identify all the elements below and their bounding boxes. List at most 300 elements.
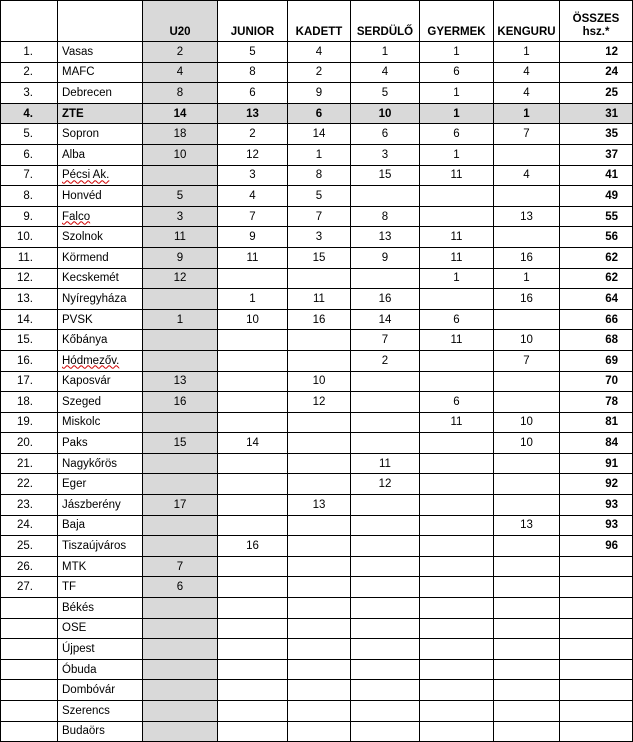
cell-gyermek: 1 xyxy=(420,268,494,289)
header-rank xyxy=(1,1,58,42)
cell-junior: 7 xyxy=(218,206,288,227)
table-row xyxy=(1,227,633,248)
cell-u20: 5 xyxy=(143,186,218,207)
table-row xyxy=(1,433,633,454)
cell-u20 xyxy=(143,639,218,660)
cell-team: Szerencs xyxy=(58,701,143,722)
table-row xyxy=(1,598,633,619)
cell-gyermek: 11 xyxy=(420,227,494,248)
cell-kenguru xyxy=(494,536,560,557)
cell-u20: 9 xyxy=(143,247,218,268)
cell-team: MTK xyxy=(58,556,143,577)
header-row xyxy=(1,1,633,42)
cell-rank: 27. xyxy=(1,577,58,598)
cell-kenguru: 7 xyxy=(494,350,560,371)
cell-kenguru: 13 xyxy=(494,206,560,227)
cell-u20: 13 xyxy=(143,371,218,392)
cell-kenguru: 10 xyxy=(494,412,560,433)
table-row xyxy=(1,515,633,536)
cell-kadett: 5 xyxy=(288,186,351,207)
cell-kadett: 2 xyxy=(288,62,351,83)
cell-junior: 13 xyxy=(218,103,288,124)
cell-team: Kecskemét xyxy=(58,268,143,289)
cell-kenguru xyxy=(494,144,560,165)
cell-u20 xyxy=(143,474,218,495)
team-name: Falco xyxy=(62,210,91,223)
table-row xyxy=(1,536,633,557)
cell-u20 xyxy=(143,598,218,619)
cell-gyermek xyxy=(420,618,494,639)
cell-u20: 16 xyxy=(143,392,218,413)
cell-junior xyxy=(218,701,288,722)
header-total-line1: ÖSSZES xyxy=(572,13,620,25)
cell-kenguru: 7 xyxy=(494,124,560,145)
cell-kenguru xyxy=(494,392,560,413)
cell-rank: 16. xyxy=(1,350,58,371)
cell-u20: 18 xyxy=(143,124,218,145)
cell-rank: 1. xyxy=(1,42,58,63)
cell-team: Sopron xyxy=(58,124,143,145)
table-row xyxy=(1,144,633,165)
cell-junior xyxy=(218,330,288,351)
cell-junior: 10 xyxy=(218,309,288,330)
cell-rank: 9. xyxy=(1,206,58,227)
cell-rank: 24. xyxy=(1,515,58,536)
cell-rank xyxy=(1,701,58,722)
cell-rank: 7. xyxy=(1,165,58,186)
header-gyermek: GYERMEK xyxy=(420,1,494,42)
cell-kenguru: 4 xyxy=(494,62,560,83)
cell-total xyxy=(560,598,633,619)
cell-kenguru xyxy=(494,618,560,639)
cell-serdulo: 7 xyxy=(351,330,420,351)
cell-serdulo: 12 xyxy=(351,474,420,495)
table-row xyxy=(1,577,633,598)
cell-u20 xyxy=(143,289,218,310)
cell-junior xyxy=(218,453,288,474)
cell-team: Kőbánya xyxy=(58,330,143,351)
cell-kadett: 6 xyxy=(288,103,351,124)
cell-kenguru xyxy=(494,227,560,248)
cell-serdulo: 6 xyxy=(351,124,420,145)
cell-total: 93 xyxy=(560,515,633,536)
table-row xyxy=(1,289,633,310)
cell-rank: 25. xyxy=(1,536,58,557)
cell-junior xyxy=(218,639,288,660)
cell-kadett xyxy=(288,680,351,701)
table-row xyxy=(1,639,633,660)
cell-kenguru: 1 xyxy=(494,268,560,289)
cell-junior xyxy=(218,350,288,371)
table-row xyxy=(1,474,633,495)
cell-serdulo xyxy=(351,536,420,557)
cell-serdulo xyxy=(351,598,420,619)
table-row xyxy=(1,247,633,268)
cell-total: 31 xyxy=(560,103,633,124)
cell-rank: 12. xyxy=(1,268,58,289)
cell-gyermek: 11 xyxy=(420,247,494,268)
cell-junior: 6 xyxy=(218,83,288,104)
table-row xyxy=(1,392,633,413)
cell-serdulo: 16 xyxy=(351,289,420,310)
cell-team: Szolnok xyxy=(58,227,143,248)
cell-total xyxy=(560,659,633,680)
cell-kadett xyxy=(288,268,351,289)
cell-gyermek: 1 xyxy=(420,144,494,165)
cell-kadett: 10 xyxy=(288,371,351,392)
table-row xyxy=(1,412,633,433)
cell-team: Jászberény xyxy=(58,495,143,516)
cell-kenguru: 4 xyxy=(494,83,560,104)
cell-kenguru xyxy=(494,309,560,330)
cell-u20 xyxy=(143,165,218,186)
cell-kadett xyxy=(288,536,351,557)
cell-kadett xyxy=(288,350,351,371)
cell-kadett xyxy=(288,515,351,536)
header-junior: JUNIOR xyxy=(218,1,288,42)
table-row xyxy=(1,618,633,639)
team-name: Hódmezőv. xyxy=(62,354,120,367)
cell-kadett: 7 xyxy=(288,206,351,227)
cell-gyermek: 1 xyxy=(420,103,494,124)
cell-kadett xyxy=(288,474,351,495)
cell-kadett xyxy=(288,721,351,742)
cell-rank xyxy=(1,680,58,701)
cell-junior: 3 xyxy=(218,165,288,186)
cell-kenguru xyxy=(494,680,560,701)
cell-total: 24 xyxy=(560,62,633,83)
cell-total: 78 xyxy=(560,392,633,413)
table-row xyxy=(1,83,633,104)
cell-gyermek xyxy=(420,289,494,310)
cell-team: Miskolc xyxy=(58,412,143,433)
cell-kadett xyxy=(288,453,351,474)
cell-total xyxy=(560,577,633,598)
cell-kenguru xyxy=(494,598,560,619)
cell-gyermek: 1 xyxy=(420,83,494,104)
cell-serdulo xyxy=(351,680,420,701)
cell-u20 xyxy=(143,659,218,680)
cell-serdulo xyxy=(351,721,420,742)
cell-rank xyxy=(1,721,58,742)
cell-team: Eger xyxy=(58,474,143,495)
cell-team: Vasas xyxy=(58,42,143,63)
cell-junior xyxy=(218,371,288,392)
cell-gyermek: 6 xyxy=(420,62,494,83)
cell-kenguru: 4 xyxy=(494,165,560,186)
cell-total: 55 xyxy=(560,206,633,227)
cell-gyermek: 6 xyxy=(420,124,494,145)
cell-rank: 22. xyxy=(1,474,58,495)
cell-serdulo xyxy=(351,268,420,289)
cell-serdulo: 11 xyxy=(351,453,420,474)
cell-serdulo: 8 xyxy=(351,206,420,227)
cell-serdulo xyxy=(351,495,420,516)
cell-junior xyxy=(218,268,288,289)
cell-u20: 12 xyxy=(143,268,218,289)
table-row xyxy=(1,206,633,227)
table-row xyxy=(1,659,633,680)
cell-kadett xyxy=(288,659,351,680)
cell-kadett: 9 xyxy=(288,83,351,104)
cell-total: 64 xyxy=(560,289,633,310)
cell-rank: 26. xyxy=(1,556,58,577)
cell-serdulo: 14 xyxy=(351,309,420,330)
cell-serdulo xyxy=(351,618,420,639)
cell-serdulo xyxy=(351,577,420,598)
cell-junior xyxy=(218,474,288,495)
cell-serdulo: 13 xyxy=(351,227,420,248)
cell-kadett xyxy=(288,412,351,433)
cell-u20: 7 xyxy=(143,556,218,577)
table-row xyxy=(1,453,633,474)
cell-junior xyxy=(218,515,288,536)
cell-kenguru xyxy=(494,701,560,722)
team-name: Pécsi Ak. xyxy=(62,169,110,182)
cell-junior xyxy=(218,598,288,619)
cell-kadett: 1 xyxy=(288,144,351,165)
cell-total xyxy=(560,701,633,722)
cell-kadett: 8 xyxy=(288,165,351,186)
cell-u20 xyxy=(143,350,218,371)
cell-team: Nagykőrös xyxy=(58,453,143,474)
cell-gyermek xyxy=(420,659,494,680)
cell-u20: 6 xyxy=(143,577,218,598)
cell-kadett: 4 xyxy=(288,42,351,63)
table-row xyxy=(1,186,633,207)
cell-kenguru xyxy=(494,453,560,474)
table-body xyxy=(1,42,633,742)
cell-u20: 10 xyxy=(143,144,218,165)
cell-total: 25 xyxy=(560,83,633,104)
table-row xyxy=(1,371,633,392)
cell-kadett: 14 xyxy=(288,124,351,145)
cell-rank: 23. xyxy=(1,495,58,516)
header-u20: U20 xyxy=(143,1,218,42)
cell-serdulo: 4 xyxy=(351,62,420,83)
cell-kenguru: 16 xyxy=(494,289,560,310)
cell-u20: 4 xyxy=(143,62,218,83)
cell-kenguru xyxy=(494,577,560,598)
cell-kadett: 16 xyxy=(288,309,351,330)
cell-team: Alba xyxy=(58,144,143,165)
cell-serdulo xyxy=(351,515,420,536)
cell-rank: 21. xyxy=(1,453,58,474)
cell-team: Honvéd xyxy=(58,186,143,207)
cell-serdulo xyxy=(351,659,420,680)
cell-serdulo: 9 xyxy=(351,247,420,268)
table-row xyxy=(1,42,633,63)
cell-total xyxy=(560,556,633,577)
cell-kenguru: 10 xyxy=(494,433,560,454)
cell-rank: 13. xyxy=(1,289,58,310)
cell-team: TF xyxy=(58,577,143,598)
cell-team: Szeged xyxy=(58,392,143,413)
cell-total: 35 xyxy=(560,124,633,145)
cell-team: Kaposvár xyxy=(58,371,143,392)
cell-junior xyxy=(218,495,288,516)
cell-team: Dombóvár xyxy=(58,680,143,701)
cell-team xyxy=(58,165,143,186)
table-row xyxy=(1,495,633,516)
cell-total xyxy=(560,680,633,701)
cell-total: 84 xyxy=(560,433,633,454)
cell-total: 62 xyxy=(560,268,633,289)
cell-u20: 14 xyxy=(143,103,218,124)
cell-kadett: 13 xyxy=(288,495,351,516)
cell-total xyxy=(560,721,633,742)
cell-total: 49 xyxy=(560,186,633,207)
cell-kenguru: 13 xyxy=(494,515,560,536)
cell-serdulo: 3 xyxy=(351,144,420,165)
cell-gyermek xyxy=(420,639,494,660)
cell-team: Békés xyxy=(58,598,143,619)
cell-total: 41 xyxy=(560,165,633,186)
cell-u20 xyxy=(143,701,218,722)
cell-rank xyxy=(1,639,58,660)
cell-team: Debrecen xyxy=(58,83,143,104)
cell-rank: 14. xyxy=(1,309,58,330)
cell-kenguru xyxy=(494,639,560,660)
cell-junior xyxy=(218,556,288,577)
header-team xyxy=(58,1,143,42)
cell-junior xyxy=(218,721,288,742)
cell-team: Óbuda xyxy=(58,659,143,680)
cell-u20 xyxy=(143,618,218,639)
cell-rank: 10. xyxy=(1,227,58,248)
cell-total: 81 xyxy=(560,412,633,433)
cell-kenguru: 16 xyxy=(494,247,560,268)
cell-serdulo: 10 xyxy=(351,103,420,124)
cell-serdulo xyxy=(351,701,420,722)
cell-rank: 19. xyxy=(1,412,58,433)
cell-team: ZTE xyxy=(58,103,143,124)
cell-rank xyxy=(1,598,58,619)
cell-gyermek xyxy=(420,206,494,227)
cell-gyermek xyxy=(420,515,494,536)
cell-junior: 11 xyxy=(218,247,288,268)
cell-kadett: 12 xyxy=(288,392,351,413)
table-row xyxy=(1,330,633,351)
cell-gyermek xyxy=(420,556,494,577)
table-row xyxy=(1,680,633,701)
cell-gyermek: 11 xyxy=(420,165,494,186)
cell-rank xyxy=(1,659,58,680)
table-row xyxy=(1,165,633,186)
cell-total: 66 xyxy=(560,309,633,330)
cell-u20 xyxy=(143,412,218,433)
cell-total xyxy=(560,618,633,639)
cell-rank: 5. xyxy=(1,124,58,145)
cell-kenguru xyxy=(494,556,560,577)
cell-gyermek xyxy=(420,371,494,392)
cell-total: 12 xyxy=(560,42,633,63)
cell-gyermek: 1 xyxy=(420,42,494,63)
cell-kadett xyxy=(288,433,351,454)
table-row xyxy=(1,62,633,83)
cell-kenguru xyxy=(494,474,560,495)
cell-total xyxy=(560,639,633,660)
cell-junior: 9 xyxy=(218,227,288,248)
table-row xyxy=(1,556,633,577)
cell-junior: 14 xyxy=(218,433,288,454)
header-serdulo: SERDÜLŐ xyxy=(351,1,420,42)
table-row xyxy=(1,309,633,330)
cell-gyermek: 6 xyxy=(420,309,494,330)
cell-rank: 8. xyxy=(1,186,58,207)
cell-u20 xyxy=(143,721,218,742)
cell-rank: 11. xyxy=(1,247,58,268)
cell-serdulo xyxy=(351,556,420,577)
cell-total: 69 xyxy=(560,350,633,371)
cell-gyermek xyxy=(420,701,494,722)
cell-kenguru xyxy=(494,186,560,207)
cell-kadett xyxy=(288,701,351,722)
cell-u20: 17 xyxy=(143,495,218,516)
cell-total: 37 xyxy=(560,144,633,165)
table-row xyxy=(1,268,633,289)
cell-junior: 12 xyxy=(218,144,288,165)
cell-kenguru: 1 xyxy=(494,42,560,63)
table-row xyxy=(1,350,633,371)
cell-serdulo xyxy=(351,186,420,207)
cell-kadett xyxy=(288,639,351,660)
cell-serdulo: 1 xyxy=(351,42,420,63)
cell-gyermek: 6 xyxy=(420,392,494,413)
cell-u20 xyxy=(143,536,218,557)
cell-total: 56 xyxy=(560,227,633,248)
header-total-line2: hsz.* xyxy=(582,26,610,38)
cell-gyermek xyxy=(420,577,494,598)
cell-gyermek xyxy=(420,350,494,371)
cell-u20 xyxy=(143,515,218,536)
cell-kenguru xyxy=(494,495,560,516)
cell-junior xyxy=(218,659,288,680)
cell-team: Paks xyxy=(58,433,143,454)
cell-gyermek xyxy=(420,598,494,619)
cell-total: 62 xyxy=(560,247,633,268)
cell-junior: 5 xyxy=(218,42,288,63)
cell-kadett xyxy=(288,330,351,351)
cell-junior: 8 xyxy=(218,62,288,83)
cell-rank: 17. xyxy=(1,371,58,392)
cell-rank: 18. xyxy=(1,392,58,413)
cell-serdulo: 5 xyxy=(351,83,420,104)
cell-team: PVSK xyxy=(58,309,143,330)
cell-u20: 3 xyxy=(143,206,218,227)
cell-total: 70 xyxy=(560,371,633,392)
table-row xyxy=(1,721,633,742)
cell-kadett: 3 xyxy=(288,227,351,248)
cell-gyermek xyxy=(420,536,494,557)
cell-serdulo xyxy=(351,433,420,454)
cell-gyermek xyxy=(420,495,494,516)
cell-junior: 16 xyxy=(218,536,288,557)
cell-rank: 2. xyxy=(1,62,58,83)
cell-team: MAFC xyxy=(58,62,143,83)
cell-serdulo: 2 xyxy=(351,350,420,371)
cell-kenguru xyxy=(494,659,560,680)
cell-gyermek xyxy=(420,186,494,207)
cell-junior xyxy=(218,618,288,639)
cell-total: 93 xyxy=(560,495,633,516)
cell-team: Körmend xyxy=(58,247,143,268)
cell-junior xyxy=(218,392,288,413)
cell-u20 xyxy=(143,453,218,474)
cell-rank: 15. xyxy=(1,330,58,351)
cell-u20: 15 xyxy=(143,433,218,454)
cell-u20 xyxy=(143,680,218,701)
